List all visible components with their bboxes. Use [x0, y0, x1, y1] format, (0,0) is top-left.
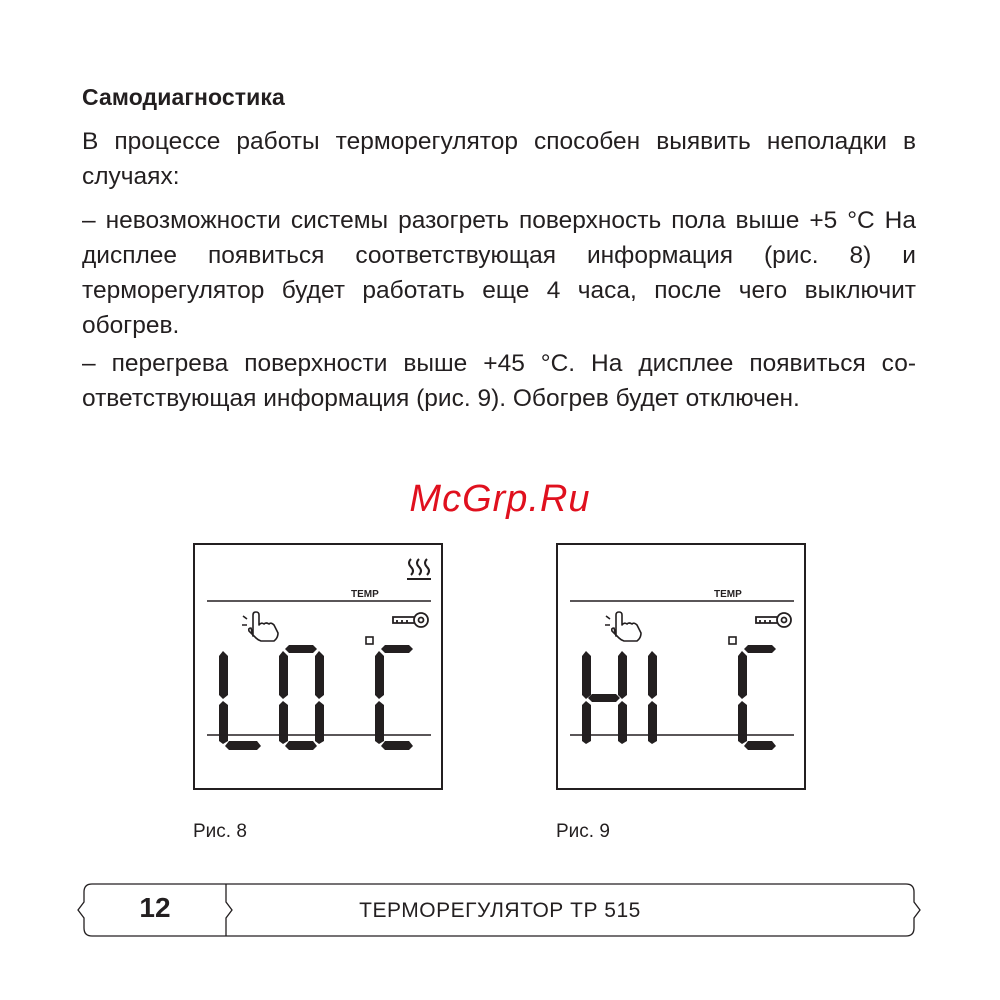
temp-label: TEMP: [714, 589, 742, 600]
figure-9-caption: Рис. 9: [556, 821, 610, 842]
intro-paragraph: В процессе работы терморегулятор способен выявить неполадки в случаях:: [82, 128, 916, 190]
temp-label: TEMP: [351, 589, 379, 600]
section-heading: Самодиагностика: [82, 84, 285, 110]
figure-8-caption: Рис. 8: [193, 821, 247, 842]
document-title: ТЕРМОРЕГУЛЯТОР ТР 515: [359, 899, 641, 922]
overheat-paragraph: – перегрева поверхности выше +45 °С. На дисплее появиться со-ответствующая информация (рис. 9). Обогрев будет отключен.: [82, 350, 916, 412]
watermark: McGrp.Ru: [409, 478, 591, 520]
low-temp-paragraph: – невозможности системы разогреть поверхность пола выше +5 °С На дисплее появиться соответствующая информация (рис. 8) и терморегулятор будет работать еще 4 часа, после чего выключит обогрев.: [82, 207, 916, 339]
page-number: 12: [139, 892, 171, 923]
